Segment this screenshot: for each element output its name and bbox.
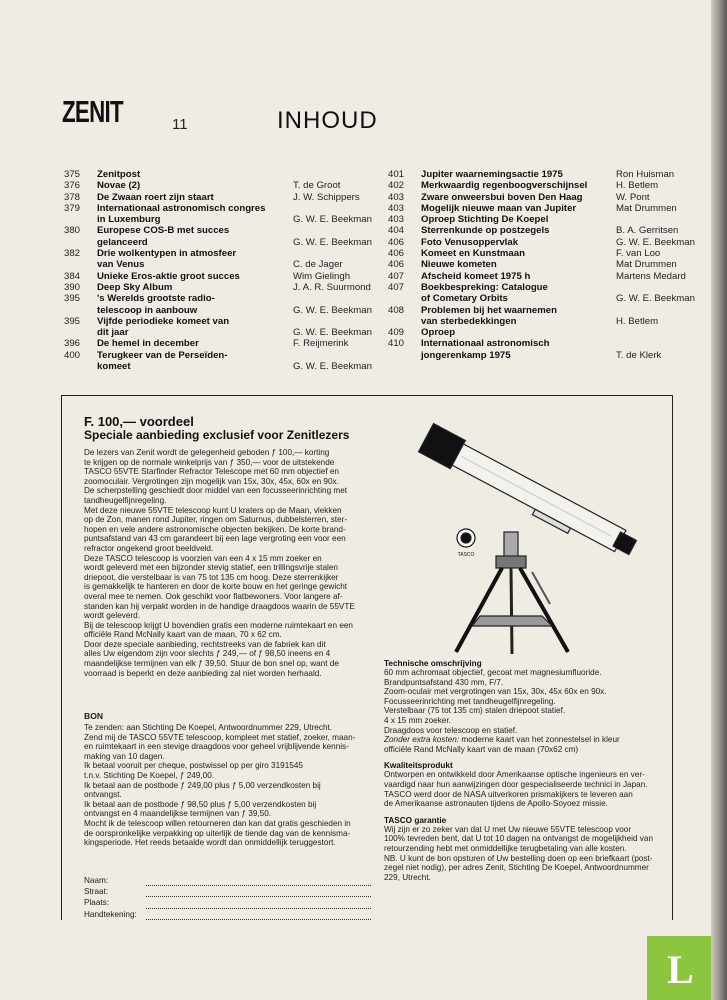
toc-title: Merkwaardig regenboogverschijnsel xyxy=(421,180,588,192)
toc-title: Oproep Stichting De Koepel xyxy=(421,214,549,226)
toc-page-number xyxy=(64,327,97,338)
toc-entry[interactable] xyxy=(64,237,403,248)
toc-title: van sterbedekkingen xyxy=(421,315,517,327)
toc-title: komeet xyxy=(97,361,131,373)
toc-page-number: 408 xyxy=(388,304,405,316)
toc-author xyxy=(293,293,403,304)
toc-title: Mogelijk nieuwe maan van Jupiter xyxy=(421,202,577,214)
toc-page-number: 403 xyxy=(388,202,405,214)
toc-title: Internationaal astronomisch congres xyxy=(97,202,266,214)
toc-entry[interactable] xyxy=(64,180,403,191)
toc-author: F. Reijmerink xyxy=(293,338,349,350)
toc-entry[interactable] xyxy=(64,293,403,304)
toc-author: G. W. E. Beekman xyxy=(293,304,372,316)
toc-title: Terugkeer van de Perseïden- xyxy=(97,349,228,361)
page-title: INHOUD xyxy=(277,107,378,134)
toc-page-number: 406 xyxy=(388,248,405,260)
toc-page-number xyxy=(64,259,97,270)
toc-author: G. W. E. Beekman xyxy=(616,236,695,248)
toc-author xyxy=(616,305,726,316)
toc-page-number: 384 xyxy=(64,270,81,282)
toc-author: J. A. R. Suurmond xyxy=(293,281,371,293)
toc-entry[interactable] xyxy=(388,180,726,191)
zenit-logo: ZENIT xyxy=(62,94,123,129)
toc-author xyxy=(293,225,403,236)
toc-entry[interactable] xyxy=(64,271,403,282)
coupon-title: BON xyxy=(84,711,104,721)
name-label: Naam: xyxy=(84,876,109,885)
toc-page-number: 396 xyxy=(64,338,81,350)
toc-entry[interactable] xyxy=(64,316,403,327)
quality-title: Kwaliteitsprodukt xyxy=(384,761,453,771)
toc-entry[interactable] xyxy=(64,203,403,214)
toc-page-number: 403 xyxy=(388,214,405,226)
tech-title: Technische omschrijving xyxy=(384,659,482,668)
toc-entry[interactable] xyxy=(388,305,726,316)
toc-page-number: 407 xyxy=(388,281,405,293)
toc-title: Zware onweersbui boven Den Haag xyxy=(421,191,583,203)
ad-headline: F. 100,— voordeel xyxy=(84,414,194,429)
toc-title: van Venus xyxy=(97,259,145,271)
form-row-signature[interactable] xyxy=(84,909,371,920)
page-number: 11 xyxy=(172,116,188,133)
toc-page-number: 406 xyxy=(388,259,405,271)
toc-page-number xyxy=(64,305,97,316)
tech-specs: 60 mm achromaat objectief, gecoat met magnesiumfluoride. Brandpuntsafstand 430 mm, F/7. Zoom-oculair met vergrotingen van 15x, 30x, 45x 60x en 90x. Focusseerinrichting met tandheugelfijnregeling. Verstelbaar (75 tot 135 cm) stalen driepoot statief. 4 x 15 mm zoeker. Draagdoos voor telescoop en statief. xyxy=(384,668,607,735)
place-label: Plaats: xyxy=(84,898,110,908)
toc-title: De hemel in december xyxy=(97,338,199,350)
toc-entry[interactable] xyxy=(64,169,403,180)
toc-title: jongerenkamp 1975 xyxy=(421,349,511,361)
toc-page-number: 380 xyxy=(64,225,81,237)
page-spine-shadow xyxy=(711,0,727,1000)
toc-title: Problemen bij het waarnemen xyxy=(421,304,557,316)
toc-title: gelanceerd xyxy=(97,236,148,248)
toc-title: Foto Venusoppervlak xyxy=(421,236,519,248)
toc-author: W. Pont xyxy=(616,191,650,203)
toc-page-number: 390 xyxy=(64,281,81,293)
toc-page-number: 409 xyxy=(388,327,405,339)
form-row-place[interactable] xyxy=(84,897,371,908)
toc-page-number: 379 xyxy=(64,202,81,214)
toc-title: of Cometary Orbits xyxy=(421,293,508,305)
toc-title: De Zwaan roert zijn staart xyxy=(97,191,214,203)
toc-page-number xyxy=(64,361,97,372)
toc-entry[interactable] xyxy=(388,316,726,327)
toc-entry[interactable] xyxy=(388,271,726,282)
toc-entry[interactable] xyxy=(64,248,403,259)
toc-title: Jupiter waarnemingsactie 1975 xyxy=(421,169,563,180)
toc-author xyxy=(293,350,403,361)
toc-author xyxy=(293,169,403,180)
toc-page-number: 395 xyxy=(64,293,81,305)
toc-author: T. de Klerk xyxy=(616,349,662,361)
toc-page-number: 376 xyxy=(64,180,81,192)
toc-author: Mat Drummen xyxy=(616,259,677,271)
guarantee-title: TASCO garantie xyxy=(384,815,447,825)
toc-entry[interactable] xyxy=(64,327,403,338)
street-label: Straat: xyxy=(84,887,109,897)
toc-page-number xyxy=(64,237,97,248)
toc-title: Unieke Eros-aktie groot succes xyxy=(97,270,240,282)
toc-entry[interactable] xyxy=(388,214,726,225)
toc-title: Oproep xyxy=(421,327,456,339)
toc-page-number: 375 xyxy=(64,169,81,180)
place-field[interactable] xyxy=(146,899,371,909)
toc-entry[interactable] xyxy=(388,282,726,293)
toc-author: B. A. Gerritsen xyxy=(616,225,679,237)
toc-page-number: 407 xyxy=(388,270,405,282)
toc-page-number xyxy=(64,214,97,225)
toc-entry[interactable] xyxy=(64,225,403,236)
toc-author xyxy=(616,327,726,338)
toc-entry[interactable] xyxy=(64,305,403,316)
toc-title: in Luxemburg xyxy=(97,214,161,226)
toc-page-number: 402 xyxy=(388,180,405,192)
toc-entry[interactable] xyxy=(64,361,403,372)
toc-title: dit jaar xyxy=(97,327,129,339)
form-row-name[interactable] xyxy=(84,875,371,886)
toc-author: F. van Loo xyxy=(616,248,661,260)
ad-subheadline: Speciale aanbieding exclusief voor Zenitlezers xyxy=(84,428,350,442)
toc-title: Vijfde periodieke komeet van xyxy=(97,315,230,327)
toc-entry[interactable] xyxy=(388,248,726,259)
toc-page-number xyxy=(388,293,421,304)
toc-title: Nieuwe kometen xyxy=(421,259,497,271)
toc-title: Internationaal astronomisch xyxy=(421,338,550,350)
toc-author: H. Betlem xyxy=(616,180,659,192)
toc-title: Novae (2) xyxy=(97,180,141,192)
toc-author: H. Betlem xyxy=(616,315,659,327)
page-header xyxy=(0,0,727,140)
toc-title: Afscheid komeet 1975 h xyxy=(421,270,531,282)
toc-page-number: 395 xyxy=(64,315,81,327)
toc-entry[interactable] xyxy=(388,293,726,304)
toc-author xyxy=(616,214,726,225)
coupon-text: Te zenden: aan Stichting De Koepel, Antwoordnummer 229, Utrecht. Zend mij de TASCO 55VTE telescoop, kompleet met statief, zoeker, maan- en ruimtekaart in een stevige draagdoos voor geheel vrijblijvende kennis- making van 10 dagen. Ik betaal vooruit per cheque, postwissel op per giro 3191545 t.n.v. Stichting De Koepel, ƒ 249,00. Ik betaal aan de postbode ƒ 249,00 plus ƒ 5,00 verzendkosten bij ontvangst. Ik betaal aan de postbode ƒ 98,50 plus ƒ 5,00 verzendkosten bij ontvangst en 4 maandelijkse termijnen van ƒ 39,50. Mocht ik de telescoop willen retourneren dan kan dat gratis geschieden in de oorspronkelijke verpakking op uiterlijk de tiende dag van de kennisma- kingsperiode. Het reeds betaalde wordt dan onmiddellijk teruggestort. xyxy=(84,723,356,848)
tech-extra-text: moderne kaart van het zonnestelsel in kleur officiële Rand McNally kaart van de maan (70x62 cm) xyxy=(384,735,620,754)
toc-entry[interactable] xyxy=(388,259,726,270)
toc-author: G. W. E. Beekman xyxy=(616,293,695,305)
toc-entry[interactable] xyxy=(64,282,403,293)
toc-title: Sterrenkunde op postzegels xyxy=(421,225,550,237)
toc-author: Ron Huisman xyxy=(616,169,675,180)
toc-title: 's Werelds grootste radio- xyxy=(97,293,215,305)
toc-entry[interactable] xyxy=(64,350,403,361)
toc-title: Zenitpost xyxy=(97,169,141,180)
toc-page-number: 406 xyxy=(388,236,405,248)
toc-author: C. de Jager xyxy=(293,259,343,271)
toc-title: Boekbespreking: Catalogue xyxy=(421,281,548,293)
toc-entry[interactable] xyxy=(64,214,403,225)
toc-title: Deep Sky Album xyxy=(97,281,173,293)
telescope-illustration xyxy=(392,404,642,654)
toc-page-number: 400 xyxy=(64,349,81,361)
toc-author xyxy=(616,338,726,349)
ad-intro-text: De lezers van Zenit wordt de gelegenheid geboden ƒ 100,— korting te krijgen op de normale winkelprijs van ƒ 350,— voor de uitstekende TASCO 55VTE Starfinder Refractor Telescope met 60 mm objectief en zoomoculair. Vergrotingen zijn mogelijk van 15x, 30x, 45x, 60x en 90x. De scherpstelling geschiedt door middel van een focusseerinrichting met tandheugelfijnregeling. Met deze nieuwe 55VTE telescoop kunt U kraters op de Maan, vlekken op de Zon, manen rond Jupiter, ringen om Saturnus, dubbelsterren, ster- hopen en vele andere astronomische objecten bekijken. De korte brand- puntsafstand van 43 cm garandeert bij een lage vergroting een voor een refractor ongekend groot beeldveld. Deze TASCO telescoop is voorzien van een 4 x 15 mm zoeker en wordt geleverd met een bijzonder stevig statief, een trillingsvrije stalen driepoot, die verstelbaar is van 75 tot 135 cm hoog. Deze sterrenkijker is gemakkelijk te hanteren en door de korte bouw en het geringe gewicht overal mee te nemen. Ook geschikt voor flatbewoners. Voor langere af- standen kan hij verpakt worden in de handige draagdoos waarin de 55VTE wordt geleverd. Bij de telescoop krijgt U bovendien gratis een moderne ruimtekaart en een officiële Rand McNally kaart van de maan, 70 x 62 cm. Door deze speciale aanbieding, rechtstreeks van de fabriek kan dit alles Uw eigendom zijn voor slechts ƒ 249,— of ƒ 98,50 ineens en 4 maandelijkse termijnen van elk ƒ 39,50. Stuur de bon snel op, want de voorraad is beperkt en deze aanbieding zal niet worden herhaald. xyxy=(84,448,355,678)
toc-entry[interactable] xyxy=(388,225,726,236)
toc-page-number: 378 xyxy=(64,191,81,203)
order-form xyxy=(84,875,371,920)
toc-author xyxy=(616,282,726,293)
toc-entry[interactable] xyxy=(388,237,726,248)
toc-page-number: 410 xyxy=(388,338,405,350)
toc-entry[interactable] xyxy=(388,350,726,361)
toc-page-number: 403 xyxy=(388,191,405,203)
toc-page-number xyxy=(388,316,421,327)
signature-field[interactable] xyxy=(146,910,371,920)
toc-author: Mat Drummen xyxy=(616,202,677,214)
toc-page-number: 382 xyxy=(64,248,81,260)
toc-left-column xyxy=(64,169,403,372)
toc-entry[interactable] xyxy=(388,192,726,203)
toc-page-number: 404 xyxy=(388,225,405,237)
toc-title: Drie wolkentypen in atmosfeer xyxy=(97,248,237,260)
toc-author xyxy=(293,316,403,327)
toc-title: Komeet en Kunstmaan xyxy=(421,248,525,260)
ad-right-column xyxy=(384,659,679,889)
toc-page-number: 401 xyxy=(388,169,405,180)
toc-author: G. W. E. Beekman xyxy=(293,214,372,226)
toc-author xyxy=(293,248,403,259)
toc-author: J. W. Schippers xyxy=(293,191,360,203)
guarantee-text: Wij zijn er zo zeker van dat U met Uw nieuwe 55VTE telescoop voor 100% tevreden bent, dat U tot 10 dagen na ontvangst de mogelijkheid van retourzending hebt met onmiddellijke terugbetaling van alle kosten. NB. U kunt de bon opsturen of Uw bestelling doen op een briefkaart (post- zegel niet nodig), per adres Zenit, Stichting De Koepel, Antwoordnummer 229, Utrecht. xyxy=(384,824,654,882)
toc-page-number xyxy=(388,350,421,361)
toc-author: G. W. E. Beekman xyxy=(293,361,372,373)
toc-entry[interactable] xyxy=(64,259,403,270)
signature-label: Handtekening: xyxy=(84,909,137,919)
tasco-badge-text: TASCO xyxy=(457,552,475,558)
toc-entry[interactable] xyxy=(64,338,403,349)
toc-title: telescoop in aanbouw xyxy=(97,304,198,316)
toc-title: Europese COS-B met succes xyxy=(97,225,230,237)
toc-author: Wim Gielingh xyxy=(293,270,351,282)
form-row-street[interactable] xyxy=(84,886,371,897)
toc-entry[interactable] xyxy=(388,203,726,214)
toc-entry[interactable] xyxy=(388,338,726,349)
watermark-logo: L xyxy=(647,936,711,1000)
quality-text: Ontworpen en ontwikkeld door Amerikaanse optische ingenieurs en ver- vaardigd naar hun aanwijzingen door gespecialiseerde technici in Japan. TASCO werd door de NASA uitverkoren prismakijkers te leveren aan de Amerikaanse astronauten tijdens de Apollo-Soyoez missie. xyxy=(384,770,648,809)
toc-author: T. de Groot xyxy=(293,180,341,192)
tech-extra-label: Zonder extra kosten: xyxy=(384,735,460,745)
toc-right-column xyxy=(388,169,726,361)
toc-author: G. W. E. Beekman xyxy=(293,236,372,248)
name-field[interactable] xyxy=(146,876,371,886)
toc-author xyxy=(293,203,403,214)
toc-author: G. W. E. Beekman xyxy=(293,327,372,339)
street-field[interactable] xyxy=(146,887,371,897)
toc-entry[interactable] xyxy=(388,169,726,180)
toc-author: Martens Medard xyxy=(616,270,686,282)
toc-entry[interactable] xyxy=(64,192,403,203)
tech-text xyxy=(384,668,679,754)
toc-entry[interactable] xyxy=(388,327,726,338)
